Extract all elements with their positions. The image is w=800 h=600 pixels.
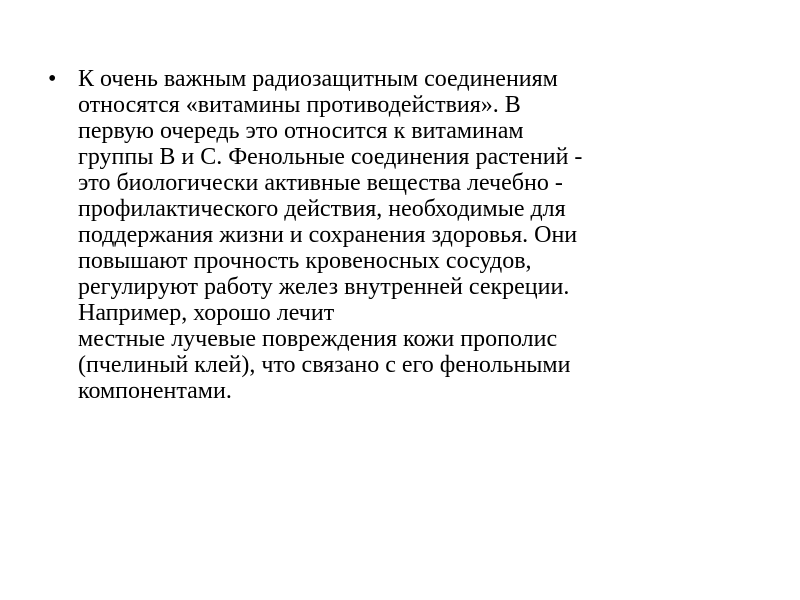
- paragraph-line: группы В и С. Фенольные соединения растений -: [78, 144, 583, 170]
- paragraph-line: профилактического действия, необходимые для: [78, 196, 566, 222]
- paragraph-line: это биологически активные вещества лечебно -: [78, 170, 563, 196]
- paragraph-line: повышают прочность кровеносных сосудов,: [78, 248, 532, 274]
- paragraph-line: Например, хорошо лечит: [78, 300, 335, 326]
- paragraph-line: (пчелиный клей), что связано с его фенольными: [78, 352, 571, 378]
- paragraph-line: поддержания жизни и сохранения здоровья. Они: [78, 222, 578, 248]
- bullet-marker: •: [48, 66, 57, 92]
- paragraph-line: относятся «витамины противодействия». В: [78, 92, 521, 118]
- paragraph-line: первую очередь это относится к витаминам: [78, 118, 524, 144]
- bullet-paragraph: [78, 66, 738, 404]
- paragraph-line: компонентами.: [78, 378, 232, 404]
- paragraph-line: регулируют работу желез внутренней секреции.: [78, 274, 570, 300]
- paragraph-line: К очень важным радиозащитным соединениям: [78, 66, 558, 92]
- paragraph-line: местные лучевые повреждения кожи прополис: [78, 326, 558, 352]
